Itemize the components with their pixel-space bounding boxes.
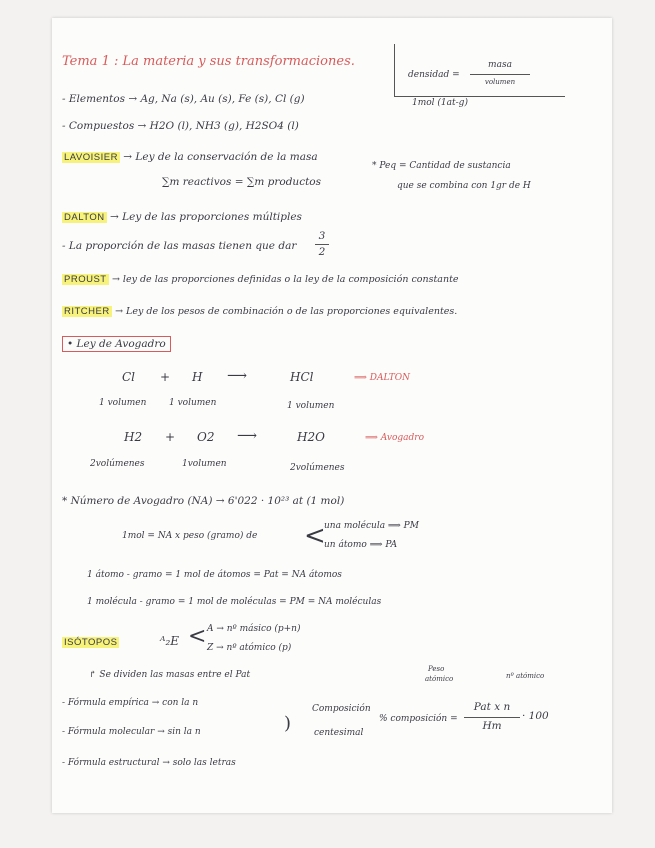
reaction1-label-c: 1 volumen <box>287 401 335 411</box>
ritcher-text: → Ley de los pesos de combinación o de las proporciones equivalentes. <box>115 306 458 317</box>
composition-label-2: centesimal <box>314 728 364 738</box>
reaction2-reactant-a: H2 <box>124 430 143 444</box>
isotope-symbol: ᴬ₂E <box>160 634 180 648</box>
reaction2-arrow: ⟶ <box>237 428 258 444</box>
composition-brace-icon: ) <box>284 713 292 734</box>
dalton-sub-line: - La proporción de las masas tienen que dar <box>62 240 297 252</box>
formula-molecular: - Fórmula molecular → sin la n <box>62 727 201 737</box>
isotope-brace-icon: < <box>188 624 207 649</box>
density-denominator: volumen <box>484 78 516 86</box>
proust-text: → ley de las proporciones definidas o la ley de la composición constante <box>111 274 459 285</box>
dalton-text: → Ley de las proporciones múltiples <box>110 211 302 223</box>
formula-estructural: - Fórmula estructural → solo las letras <box>62 758 236 768</box>
dalton-fraction-num: 3 <box>318 230 326 242</box>
reaction2-tag: ⟹ Avogadro <box>365 433 425 443</box>
lavoisier-formula: ∑m reactivos = ∑m productos <box>162 176 322 188</box>
mol-def-atom: un átomo ⟹ PA <box>324 540 398 550</box>
formula-empirica: - Fórmula empírica → con la n <box>62 698 199 708</box>
composition-tail: · 100 <box>522 710 549 722</box>
composition-equation: % composición = <box>379 714 458 724</box>
reaction2-product: H2O <box>297 430 325 444</box>
molecula-gramo-line: 1 molécula - gramo = 1 mol de moléculas = PM = NA moléculas <box>87 597 382 607</box>
composition-label-1: Composición <box>312 704 371 714</box>
mol-note: 1mol (1at-g) <box>412 98 468 108</box>
density-numerator: masa <box>488 60 512 70</box>
density-label: densidad = <box>408 70 460 80</box>
reaction1-reactant-b: H <box>192 370 203 384</box>
avogadro-law-box: • Ley de Avogadro <box>62 336 171 352</box>
isotope-mass-number: A → nº másico (p+n) <box>207 624 301 634</box>
isotopos-line <box>62 636 119 648</box>
dalton-highlight: DALTON <box>64 212 105 223</box>
density-fraction-bar <box>470 74 530 75</box>
elementos-line: - Elementos → Ag, Na (s), Au (s), Fe (s), Cl (g) <box>62 93 305 105</box>
mol-definition: 1mol = NA x peso (gramo) de <box>122 531 258 541</box>
composition-natomico: nº atómico <box>506 672 545 680</box>
reaction1-arrow: ⟶ <box>227 368 248 384</box>
composition-numerator: Pat x n <box>473 701 511 713</box>
reaction2-label-c: 2volúmenes <box>290 463 345 473</box>
ritcher-line <box>62 305 457 317</box>
page-title: Tema 1 : La materia y sus transformaciones. <box>62 54 355 69</box>
ritcher-highlight: RITCHER <box>64 306 110 317</box>
compuestos-line: - Compuestos → H2O (l), NH3 (g), H2SO4 (l) <box>62 120 299 132</box>
peq-line-1: * Peq = Cantidad de sustancia <box>372 161 511 171</box>
numero-avogadro: * Número de Avogadro (NA) → 6'022 · 10²³ at (1 mol) <box>62 495 345 507</box>
atomo-gramo-line: 1 átomo - gramo = 1 mol de átomos = Pat = NA átomos <box>87 570 342 580</box>
composition-peso: Peso <box>428 665 445 673</box>
dalton-fraction-bar <box>315 244 329 245</box>
reaction1-label-b: 1 volumen <box>169 398 217 408</box>
proust-highlight: PROUST <box>64 274 107 285</box>
composition-fraction-bar <box>464 717 520 718</box>
reaction2-reactant-b: O2 <box>197 430 215 444</box>
reaction2-label-b: 1volumen <box>182 459 227 469</box>
reaction1-tag: ⟹ DALTON <box>354 373 410 383</box>
isotopos-highlight: ISÓTOPOS <box>64 637 118 648</box>
isotope-atomic-number: Z → nº atómico (p) <box>207 643 292 653</box>
divide-note: ↱ Se dividen las masas entre el Pat <box>89 670 251 680</box>
dalton-line <box>62 211 302 223</box>
dalton-fraction-den: 2 <box>318 246 326 258</box>
lavoisier-line <box>62 151 318 163</box>
reaction1-product: HCl <box>290 370 314 384</box>
reaction1-plus: + <box>160 370 171 384</box>
reaction1-reactant-a: Cl <box>122 370 136 384</box>
notebook-page <box>52 18 612 813</box>
brace-icon: < <box>304 521 326 551</box>
mol-def-molecule: una molécula ⟹ PM <box>324 521 419 531</box>
proust-line <box>62 273 459 285</box>
reaction1-label-a: 1 volumen <box>99 398 147 408</box>
lavoisier-highlight: LAVOISIER <box>64 152 118 163</box>
reaction2-plus: + <box>165 430 176 444</box>
peq-line-2: que se combina con 1gr de H <box>397 181 531 191</box>
lavoisier-text: → Ley de la conservación de la masa <box>123 151 318 163</box>
composition-atomico: atómico <box>425 675 454 683</box>
composition-denominator: Hm <box>482 720 502 732</box>
reaction2-label-a: 2volúmenes <box>90 459 145 469</box>
